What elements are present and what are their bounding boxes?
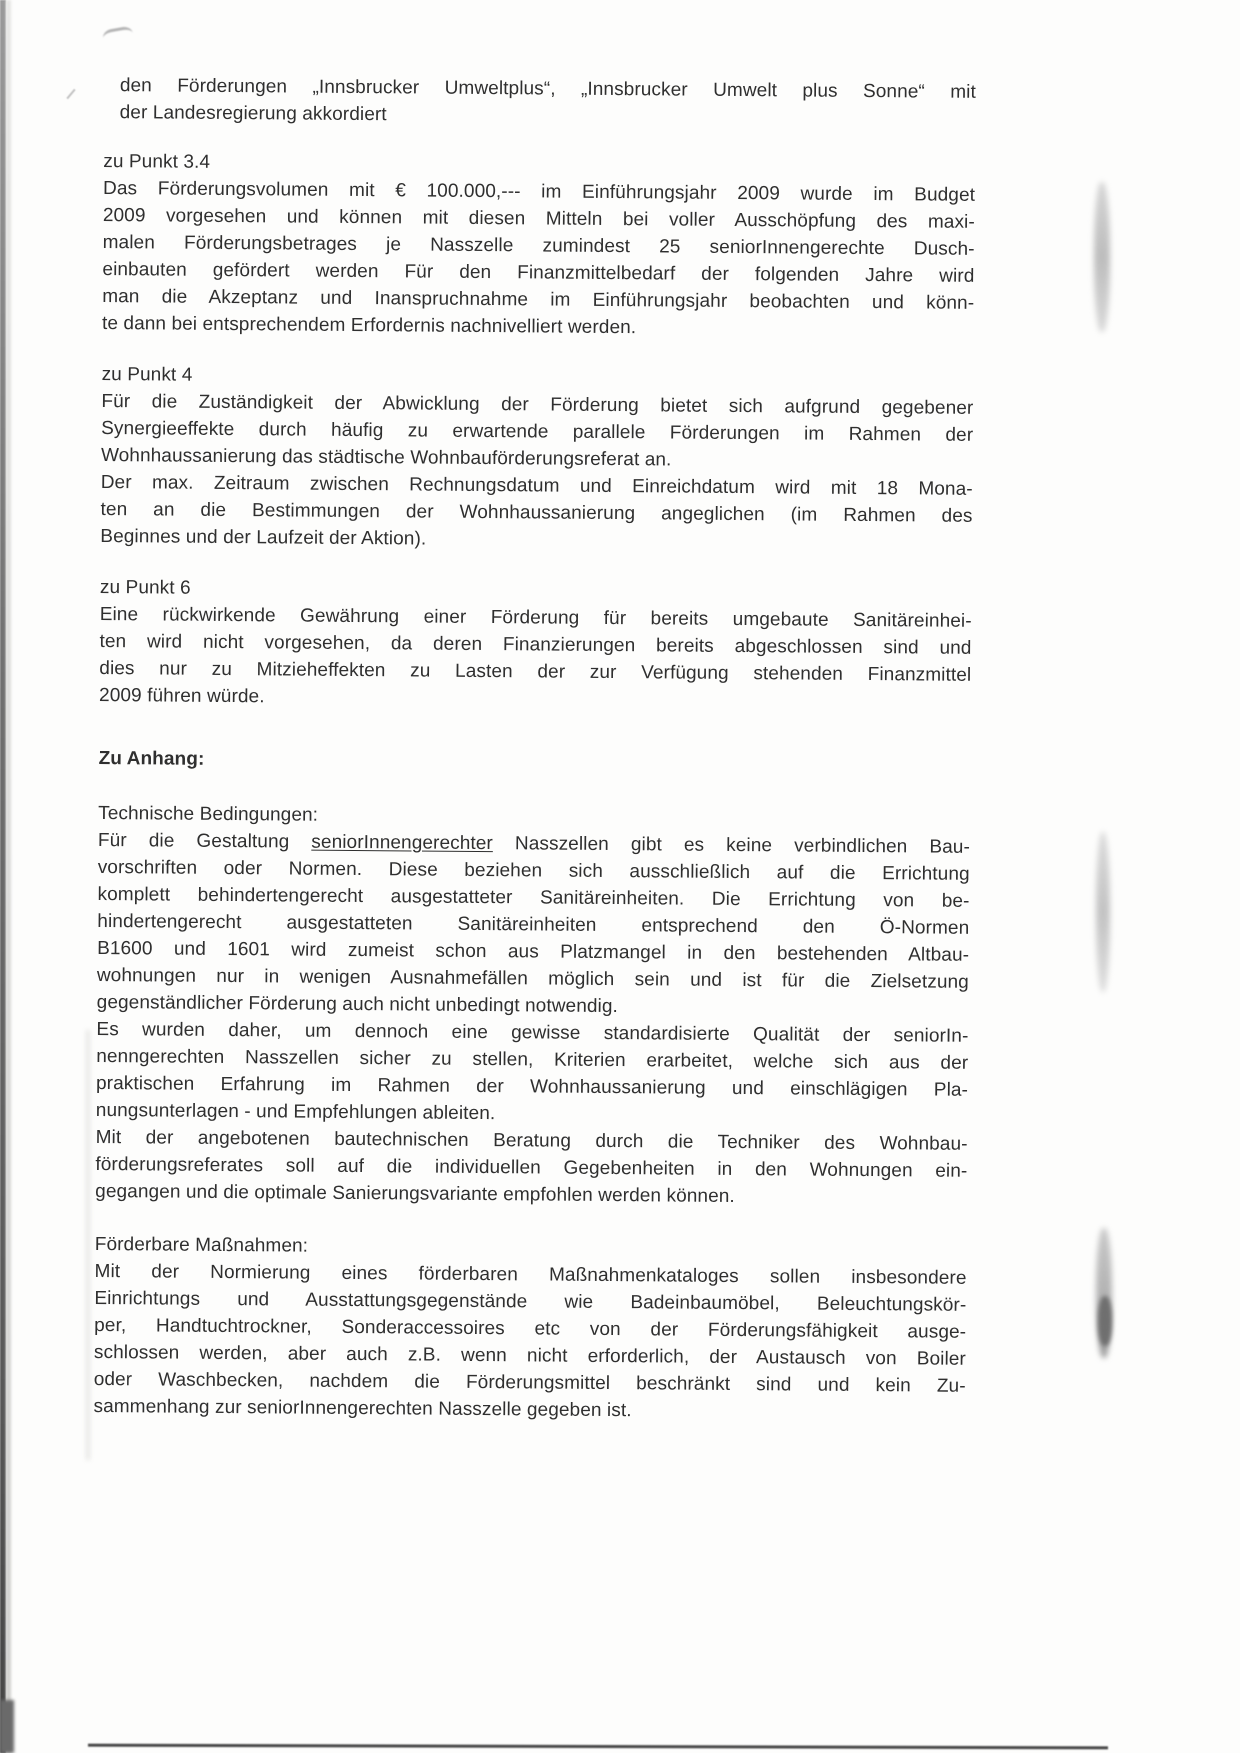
section-zu-anhang bbox=[99, 745, 971, 779]
scan-artifact-left-edge bbox=[0, 0, 6, 1753]
text-line: praktischen Erfahrung im Rahmen der Wohnhaussanierung und einschlägigen Pla- bbox=[95, 1072, 969, 1101]
text-line: komplett behindertengerecht ausgestatteter Sanitäreinheiten. Die Errichtung von be- bbox=[97, 883, 970, 912]
text-line: nungsunterlagen - und Empfehlungen ableiten. bbox=[95, 1099, 496, 1125]
text-line: ten an die Bestimmungen der Wohnhaussanierung angeglichen (im Rahmen des bbox=[100, 498, 973, 527]
text-line: Beginnes und der Laufzeit der Aktion). bbox=[100, 525, 427, 550]
text-line: gegangen und die optimale Sanierungsvariante empfohlen werden können. bbox=[95, 1180, 735, 1207]
text-line: oder Waschbecken, nachdem die Förderungsmittel beschränkt sind und kein Zu- bbox=[93, 1368, 966, 1397]
section-punkt-6 bbox=[99, 574, 972, 716]
text-span: Nasszellen gibt es keine verbindlichen Bau- bbox=[492, 833, 971, 858]
section-heading: Förderbare Maßnahmen: bbox=[94, 1233, 309, 1257]
section-punkt-3-4 bbox=[102, 148, 975, 344]
scan-artifact-squiggle bbox=[102, 26, 134, 46]
text-line: Es wurden daher, um dennoch eine gewisse standardisierte Qualität der seniorIn- bbox=[96, 1018, 969, 1047]
text-line: 2009 vorgesehen und können mit diesen Mitteln bei voller Ausschöpfung des maxi- bbox=[102, 204, 975, 233]
scan-artifact-bottom-line bbox=[88, 1744, 1108, 1750]
text-span: Für die Gestaltung bbox=[97, 829, 312, 853]
text-line: 2009 führen würde. bbox=[99, 684, 265, 708]
text-line: Das Förderungsvolumen mit € 100.000,--- im Einführungsjahr 2009 wurde im Budget bbox=[103, 177, 976, 206]
underlined-term: seniorInnengerechter bbox=[311, 831, 494, 855]
section-heading: Technische Bedingungen: bbox=[98, 802, 319, 826]
text-line: malen Förderungsbetrages je Nasszelle zumindest 25 seniorInnengerechte Dusch- bbox=[102, 231, 975, 260]
scan-artifact-right-blob-dark bbox=[1098, 1296, 1112, 1346]
text-line: ten wird nicht vorgesehen, da deren Finanzierungen bereits abgeschlossen sind und bbox=[99, 630, 972, 659]
intro-paragraph bbox=[120, 72, 976, 133]
text-line: per, Handtuchtrockner, Sonderaccessoires etc von der Förderungsfähigkeit ausge- bbox=[94, 1314, 967, 1343]
text-line: Wohnhaussanierung das städtische Wohnbauförderungsreferat an. bbox=[100, 444, 672, 471]
text-line: Mit der angebotenen bautechnischen Beratung durch die Techniker des Wohnbau- bbox=[95, 1126, 968, 1155]
section-heading: Zu Anhang: bbox=[98, 747, 205, 770]
scan-artifact-faint-streak bbox=[86, 1030, 90, 1460]
text-line: einbauten gefördert werden Für den Finanzmittelbedarf der folgenden Jahre wird bbox=[102, 258, 975, 287]
section-punkt-4 bbox=[100, 361, 973, 557]
text-line: Eine rückwirkende Gewährung einer Förderung für bereits umgebaute Sanitäreinhei- bbox=[99, 603, 972, 632]
text-line: sammenhang zur seniorInnengerechten Nasszelle gegeben ist. bbox=[93, 1395, 632, 1422]
text-line: Der max. Zeitraum zwischen Rechnungsdatum und Einreichdatum wird mit 18 Mona- bbox=[100, 471, 973, 500]
text-line: te dann bei entsprechendem Erfordernis nachnivelliert werden. bbox=[101, 312, 637, 339]
text-line: vorschriften oder Normen. Diese beziehen sich ausschließlich auf die Errichtung bbox=[97, 856, 970, 885]
scan-artifact-right-blob-1 bbox=[1094, 182, 1110, 332]
text-line: hindertengerecht ausgestatteten Sanitäreinheiten entsprechend den Ö-Normen bbox=[97, 910, 970, 939]
text-line: Mit der Normierung eines förderbaren Maßnahmenkataloges sollen insbesondere bbox=[94, 1260, 967, 1289]
section-heading: zu Punkt 3.4 bbox=[103, 150, 211, 173]
scan-artifact-right-blob-3 bbox=[1096, 1228, 1112, 1358]
scan-artifact-bottom-corner bbox=[0, 1700, 14, 1753]
scan-artifact-tick bbox=[66, 89, 75, 99]
scan-artifact-right-blob-2 bbox=[1096, 832, 1110, 992]
text-line: förderungsreferates soll auf die individuellen Gegebenheiten in den Wohnungen ein- bbox=[95, 1153, 968, 1182]
section-heading: zu Punkt 6 bbox=[99, 576, 191, 599]
section-heading: zu Punkt 4 bbox=[101, 363, 193, 386]
section-technische-bedingungen bbox=[95, 800, 970, 1212]
text-line: der Landesregierung akkordiert bbox=[119, 102, 387, 126]
text-line: wohnungen nur in wenigen Ausnahmefällen möglich sein und ist für die Zielsetzung bbox=[96, 964, 969, 993]
text-line: Für die Zuständigkeit der Abwicklung der Förderung bietet sich aufgrund gegebener bbox=[101, 390, 974, 419]
text-line: schlossen werden, aber auch z.B. wenn nicht erforderlich, der Austausch von Boiler bbox=[93, 1341, 966, 1370]
text-line: Synergieeffekte durch häufig zu erwartende parallele Förderungen im Rahmen der bbox=[101, 417, 974, 446]
text-line: nenngerechten Nasszellen sicher zu stellen, Kriterien erarbeitet, welche sich aus der bbox=[96, 1045, 969, 1074]
text-line: gegenständlicher Förderung auch nicht unbedingt notwendig. bbox=[96, 991, 619, 1018]
scan-artifact-left-edge-soft bbox=[6, 0, 11, 1753]
text-line: dies nur zu Mitzieheffekten zu Lasten der zur Verfügung stehenden Finanzmittel bbox=[99, 657, 972, 686]
section-foerderbare-massnahmen bbox=[93, 1231, 966, 1427]
text-line: den Förderungen „Innsbrucker Umweltplus“, „Innsbrucker Umwelt plus Sonne“ mit bbox=[119, 75, 976, 103]
text-line: Einrichtungs und Ausstattungsgegenstände wie Badeinbaumöbel, Beleuchtungskör- bbox=[94, 1287, 967, 1316]
text-line: man die Akzeptanz und Inanspruchnahme im Einführungsjahr beobachten und könn- bbox=[102, 285, 975, 314]
document-content bbox=[93, 72, 976, 1427]
text-line: B1600 und 1601 wird zumeist schon aus Platzmangel in den bestehenden Altbau- bbox=[97, 937, 970, 966]
